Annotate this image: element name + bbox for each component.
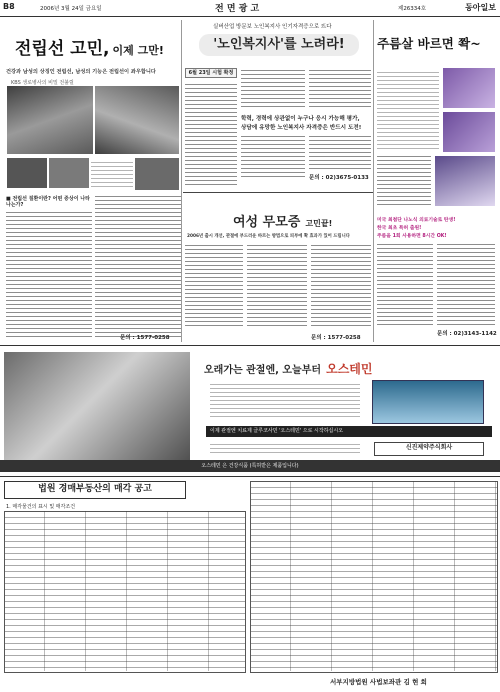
court-table-right-grid xyxy=(250,481,496,671)
ad-hair-phone xyxy=(311,333,361,341)
ad-hair-col-1 xyxy=(185,243,243,329)
ad-senior-welfare xyxy=(183,20,373,190)
phone-number: 1577-0258 xyxy=(327,335,361,341)
ad-wrinkle-highlight-3: 주름을 1회 사용하면 8시간 OK! xyxy=(377,234,447,239)
ostemin-footer: 오스테민 은 건강식품 (특허받은 제품입니다) xyxy=(201,463,299,469)
headline-accent: 이제 그만! xyxy=(112,44,164,57)
ad-welfare-col-3 xyxy=(309,68,371,110)
company-name: 신진제약주식회사 xyxy=(405,444,453,451)
ad-wrinkle-body-1 xyxy=(377,154,431,208)
headline-main: 전립선 고민, xyxy=(15,39,110,59)
ad-welfare-bold-1: 학력, 경력에 상관없이 누구나 응시 가능해 평가, xyxy=(241,116,360,122)
exam-date-label: 6월 23일 시험 확정 xyxy=(188,70,234,76)
phone-number: 1577-0258 xyxy=(136,335,170,341)
ad-ostemin-body xyxy=(210,382,360,418)
ad-ostemin-headline xyxy=(204,358,373,377)
ad-ostemin-callline-box xyxy=(206,426,492,437)
ad-wrinkle xyxy=(375,20,497,342)
doctor-photo xyxy=(135,158,179,190)
ad-ostemin-company xyxy=(374,442,484,456)
court-signature: 서부지방법원 사법보좌관 김 현 희 xyxy=(330,678,427,686)
ad-welfare-col-1 xyxy=(185,82,237,186)
issue-number: 제26334호 xyxy=(398,6,427,12)
column-divider xyxy=(373,20,374,342)
ad-ostemin xyxy=(0,345,500,474)
newspaper-brand: 동아일보 xyxy=(465,3,496,12)
ad-wrinkle-phone xyxy=(437,329,497,337)
prostate-illustration xyxy=(7,86,93,154)
model-photo xyxy=(4,352,190,468)
ad-wrinkle-title: 주름살 바르면 쫙~ xyxy=(377,36,481,51)
ad-welfare-title: '노인복지사'를 노려라! xyxy=(213,37,345,52)
phone-number: 02)3143-1142 xyxy=(453,331,497,337)
court-subhead: 1. 매각물건의 표시 및 매각조건 xyxy=(6,504,76,510)
court-notice xyxy=(0,476,500,692)
ad-hair-col-2 xyxy=(247,243,307,329)
page-header xyxy=(0,0,500,17)
ad-prostate-note: KBS 생로병사의 비밀 전불릴 xyxy=(11,80,74,86)
ad-welfare-title-box xyxy=(199,34,359,56)
ad-wrinkle-highlight-1: 미국 최첨단 나노식 의료기술로 탄생! xyxy=(377,218,456,223)
ad-hair-subtitle: 2006년 출시 개선, 관절에 부드러운 바르는 방법으로 피부에 확 효과가 있어 드립니다 xyxy=(187,234,350,239)
ad-welfare-topline: 실버산업 방문보 노인복지사 인기자격증으로 뜨다 xyxy=(213,24,332,30)
after-photo xyxy=(443,112,495,152)
page-number: B8 xyxy=(3,2,15,11)
product-jar-photo xyxy=(435,156,495,206)
column-divider xyxy=(181,20,182,342)
court-title-box xyxy=(4,481,186,499)
ad-wrinkle-intro xyxy=(377,70,439,150)
court-table-left-grid xyxy=(4,511,244,671)
ad-hair-col-3 xyxy=(311,243,371,329)
ad-prostate xyxy=(3,22,181,344)
photo-caption-text xyxy=(91,160,133,188)
ad-ostemin-callline: 이제 관절엔 치료제 글루코사민 '오스테민' 으로 시작하십시오 xyxy=(210,428,344,434)
product-photo xyxy=(7,158,47,188)
ad-welfare-col-4 xyxy=(241,134,305,180)
ad-welfare-col-5 xyxy=(309,134,371,170)
ostemin-brand: 오스테민 xyxy=(326,362,373,376)
issue-date: 2006년 3월 24일 금요일 xyxy=(40,6,102,12)
ad-prostate-section-head: ■ 전립선 질환이란? 어떤 증상이 나타나는가? xyxy=(6,196,90,208)
ad-female-hair xyxy=(183,192,373,343)
section-title: 전 면 광 고 xyxy=(215,4,260,14)
phone-label: 문의 : xyxy=(437,331,452,337)
ad-prostate-body-left xyxy=(6,210,92,340)
phone-number: 02)3675-0133 xyxy=(325,175,369,181)
phone-label: 문의 : xyxy=(120,335,135,341)
ad-hair-title: 여성 무모증 xyxy=(233,215,301,230)
ad-welfare-phone xyxy=(309,173,369,181)
ad-wrinkle-highlight-2: 한국 최초 특허 출원! xyxy=(377,226,422,231)
ad-wrinkle-body-2 xyxy=(377,242,433,326)
ostemin-headline-text: 오래가는 관절엔, 오늘부터 xyxy=(204,365,322,376)
ad-prostate-subhead: 건강과 남성의 상징인 전립선, 남성의 기능은 전립선이 좌우합니다 xyxy=(6,69,156,75)
ad-welfare-col-2 xyxy=(241,68,305,110)
ad-hair-title-row xyxy=(233,211,332,230)
court-title: 법원 경매부동산의 매각 공고 xyxy=(38,484,152,494)
ad-ostemin-fineprint xyxy=(210,442,360,454)
exam-date-box xyxy=(185,68,237,78)
ostemin-product-box xyxy=(372,380,484,424)
before-photo xyxy=(443,68,495,108)
phone-label: 문의 : xyxy=(311,335,326,341)
ad-hair-title-suffix: 고민끝! xyxy=(305,219,333,228)
ad-ostemin-footer-bar xyxy=(0,460,500,472)
ad-welfare-bold-2: 상담에 유망한 노인복지사 자격증은 반드시 도전! xyxy=(241,125,362,131)
ad-prostate-phone xyxy=(120,333,170,341)
ad-prostate-headline xyxy=(15,34,164,59)
product-box-photo xyxy=(49,158,89,188)
ad-wrinkle-body-3 xyxy=(437,242,495,326)
ad-prostate-body-right xyxy=(95,194,181,340)
prostate-illustration-2 xyxy=(95,86,179,154)
phone-label: 문의 : xyxy=(309,175,324,181)
